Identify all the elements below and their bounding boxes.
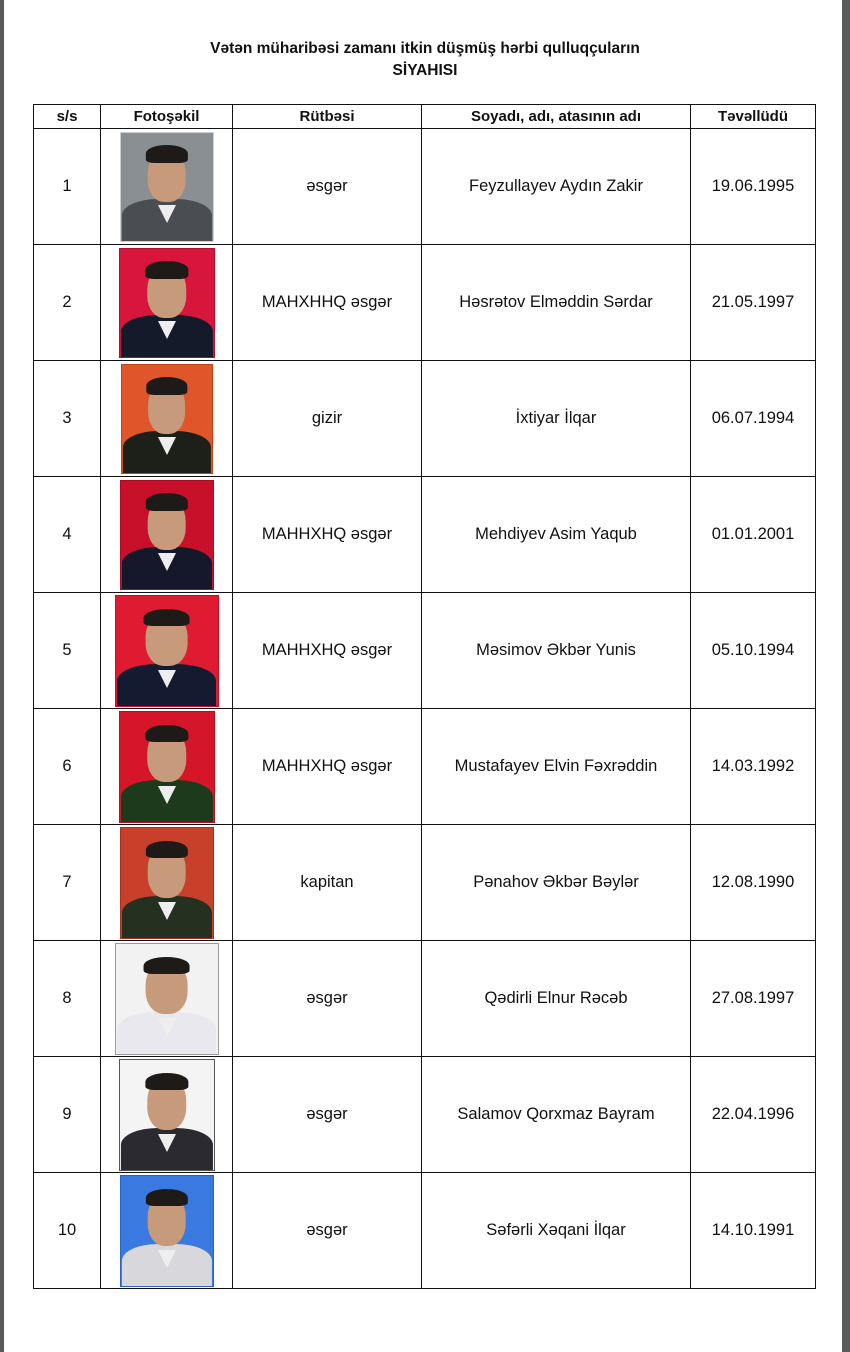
birth-date-cell: 14.10.1991	[691, 1173, 816, 1289]
rank-cell: əsgər	[233, 1057, 422, 1173]
rank-cell: MAHXHHQ əsgər	[233, 245, 422, 361]
portrait-collar	[158, 902, 176, 920]
full-name-cell: Səfərli Xəqani İlqar	[422, 1173, 691, 1289]
portrait-photo	[119, 248, 215, 358]
full-name-cell: Feyzullayev Aydın Zakir	[422, 129, 691, 245]
portrait-hair	[145, 841, 187, 859]
table-row	[34, 941, 816, 1057]
table-body	[34, 129, 816, 1289]
portrait-collar	[158, 321, 176, 339]
portrait-collar	[158, 205, 176, 223]
header-photo: Fotoşəkil	[101, 105, 233, 129]
portrait-photo	[120, 132, 214, 242]
title-line-2: SİYAHISI	[392, 62, 458, 79]
table-row	[34, 361, 816, 477]
table-header-row	[34, 105, 816, 129]
birth-date-cell: 14.03.1992	[691, 709, 816, 825]
table-row	[34, 593, 816, 709]
row-number: 8	[34, 941, 101, 1057]
portrait-hair	[145, 1189, 187, 1207]
portrait-collar	[158, 1250, 176, 1268]
rank-cell: əsgər	[233, 129, 422, 245]
photo-cell	[101, 361, 233, 477]
portrait-hair	[145, 1073, 188, 1091]
portrait-photo	[120, 827, 214, 939]
table-row	[34, 709, 816, 825]
portrait-photo	[115, 595, 219, 707]
personnel-table	[33, 104, 816, 1289]
birth-date-cell: 01.01.2001	[691, 477, 816, 593]
row-number: 2	[34, 245, 101, 361]
header-birth-date: Təvəllüdü	[691, 105, 816, 129]
document-title	[0, 38, 850, 82]
photo-cell	[101, 129, 233, 245]
rank-cell: MAHHXHQ əsgər	[233, 477, 422, 593]
portrait-photo	[121, 364, 213, 474]
photo-cell	[101, 1057, 233, 1173]
full-name-cell: İxtiyar İlqar	[422, 361, 691, 477]
table-row	[34, 129, 816, 245]
birth-date-cell: 05.10.1994	[691, 593, 816, 709]
left-page-edge	[0, 0, 4, 1352]
full-name-cell: Pənahov Əkbər Bəylər	[422, 825, 691, 941]
full-name-cell: Məsimov Əkbər Yunis	[422, 593, 691, 709]
rank-cell: gizir	[233, 361, 422, 477]
portrait-hair	[145, 145, 187, 162]
table-row	[34, 1057, 816, 1173]
full-name-cell: Mehdiyev Asim Yaqub	[422, 477, 691, 593]
full-name-cell: Qədirli Elnur Rəcəb	[422, 941, 691, 1057]
photo-cell	[101, 825, 233, 941]
rank-cell: MAHHXHQ əsgər	[233, 709, 422, 825]
full-name-cell: Həsrətov Elməddin Sərdar	[422, 245, 691, 361]
row-number: 5	[34, 593, 101, 709]
birth-date-cell: 27.08.1997	[691, 941, 816, 1057]
portrait-photo	[120, 480, 214, 590]
rank-cell: əsgər	[233, 941, 422, 1057]
header-number: s/s	[34, 105, 101, 129]
full-name-cell: Mustafayev Elvin Fəxrəddin	[422, 709, 691, 825]
birth-date-cell: 19.06.1995	[691, 129, 816, 245]
full-name-cell: Salamov Qorxmaz Bayram	[422, 1057, 691, 1173]
portrait-hair	[143, 609, 190, 627]
row-number: 7	[34, 825, 101, 941]
portrait-photo	[120, 1175, 214, 1287]
portrait-collar	[158, 670, 176, 688]
photo-cell	[101, 709, 233, 825]
row-number: 3	[34, 361, 101, 477]
portrait-collar	[158, 1018, 176, 1036]
row-number: 9	[34, 1057, 101, 1173]
rank-cell: MAHHXHQ əsgər	[233, 593, 422, 709]
birth-date-cell: 21.05.1997	[691, 245, 816, 361]
header-rank: Rütbəsi	[233, 105, 422, 129]
row-number: 6	[34, 709, 101, 825]
row-number: 10	[34, 1173, 101, 1289]
header-full-name: Soyadı, adı, atasının adı	[422, 105, 691, 129]
portrait-photo	[115, 943, 219, 1055]
birth-date-cell: 12.08.1990	[691, 825, 816, 941]
table-row	[34, 825, 816, 941]
birth-date-cell: 22.04.1996	[691, 1057, 816, 1173]
row-number: 4	[34, 477, 101, 593]
table-row	[34, 477, 816, 593]
portrait-collar	[158, 786, 176, 804]
portrait-photo	[119, 711, 215, 823]
portrait-collar	[158, 1134, 176, 1152]
row-number: 1	[34, 129, 101, 245]
title-line-1: Vətən müharibəsi zamanı itkin düşmüş hərbi qulluqçuların	[210, 40, 640, 57]
photo-cell	[101, 1173, 233, 1289]
table-row	[34, 245, 816, 361]
portrait-collar	[158, 553, 176, 571]
right-page-edge	[842, 0, 850, 1352]
photo-cell	[101, 477, 233, 593]
portrait-hair	[146, 377, 187, 394]
rank-cell: kapitan	[233, 825, 422, 941]
photo-cell	[101, 593, 233, 709]
birth-date-cell: 06.07.1994	[691, 361, 816, 477]
portrait-hair	[143, 957, 190, 975]
portrait-hair	[145, 493, 187, 510]
photo-cell	[101, 245, 233, 361]
portrait-hair	[145, 261, 188, 278]
portrait-collar	[158, 437, 176, 455]
portrait-hair	[145, 725, 188, 743]
portrait-photo	[119, 1059, 215, 1171]
rank-cell: əsgər	[233, 1173, 422, 1289]
table-row	[34, 1173, 816, 1289]
photo-cell	[101, 941, 233, 1057]
